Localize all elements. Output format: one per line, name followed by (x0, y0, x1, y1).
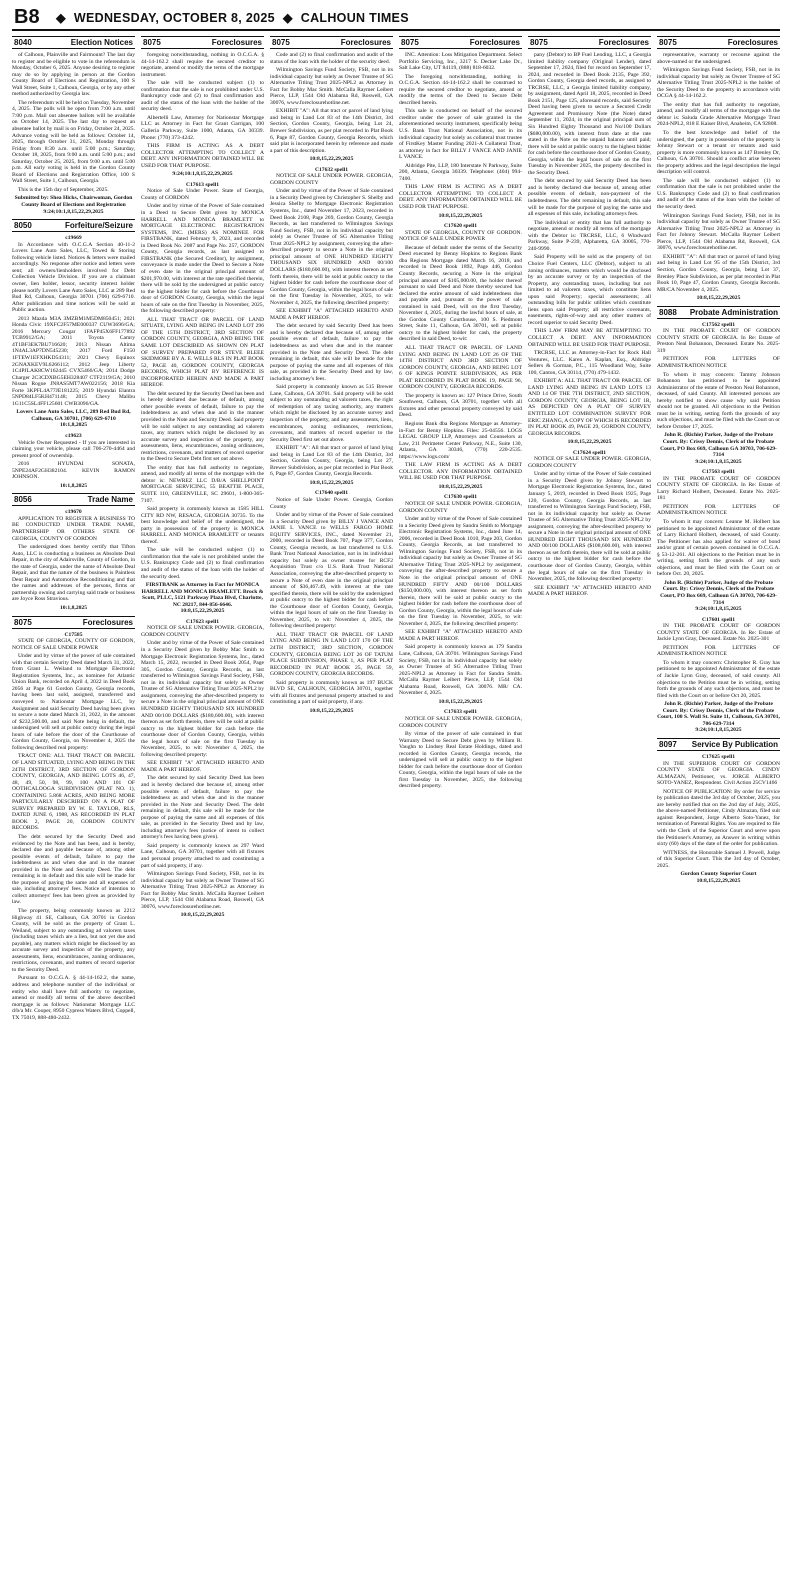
notice-paragraph: SEE EXHIBIT "A" ATTACHED HERETO AND MADE A PART HEREOF. (528, 584, 651, 598)
section-code: 8050 (14, 221, 32, 231)
section-title: Foreclosures (340, 38, 391, 47)
notice-paragraph: IN THE PROBATE COURT OF GORDON COUNTY STATE OF GEORGIA. In Re: Estate of Larry Richard Holbert, Deceased. Estate No. 2025-181 (657, 475, 780, 502)
notice-paragraph: THE LAW FIRM IS ACTING AS A DEBT COLLECTOR. ANY INFORMATION OBTAINED WILL BE USED FOR THAT PURPOSE. (399, 462, 522, 482)
notice-paragraph: The property, being commonly known as 2212 Highway 41 SE, Calhoun, GA 30701 in Gordon County, will be sold as the property of Grant L. Weiland, subject to any outstanding ad valorem taxes (including taxes which are a lien, but not yet due and payable), any matters which might be disclosed by an accurate survey and inspection of the property, any assessments, liens, encumbrances, zoning ordinances, restrictions, covenants, and matters of record superior to the Security Deed. (12, 907, 135, 973)
run-dates: 10:8,15,22,29,2025 (438, 212, 483, 219)
notice-paragraph: TRACT ONE: ALL THAT TRACT OR PARCEL OF LAND SITUATED, LYING AND BEING IN THE 24TH DISTRICT, 3RD SECTION OF GORDON COUNTY, GEORGIA, AND BEING LOTS 46, 47, 48, 49, 50, 98, 99, 100 AND 101 OF OOTHCALOOGA SUBDIVISION (PLAT NO. 1), CONTAINING 5.868 ACRES, AND BEING MORE PARTICULARLY DESCRIBED ON A PLAT OF SURVEY PREPARED BY W. E. TAYLOR, RLS, DATED JUNE 6, 1988, AS RECORDED IN PLAT BOOK 2, PAGE 20, GORDON COUNTY RECORDS. (12, 753, 135, 832)
legal-notice (270, 167, 393, 487)
notice-id: C17624 spell1 (572, 449, 607, 456)
legal-notice (12, 632, 135, 1022)
section-header (657, 36, 780, 49)
run-dates: 9:24;10:1,8,15,2025 (695, 727, 742, 734)
notice-paragraph: Wilmington Savings Fund Society, FSB, not in its individual capacity but solely as Owner Trustee of SG Alternative Titling Trust 2025-NPL2 as Attorney in Fact for Bobby Mac Smith. McCalla Raymer Leibert Pierce, LLP, 1544 Old Alabama Road, Roswell, GA 30076, www.foreclosurehotline.net. (141, 871, 264, 910)
notice-paragraph: NOTICE OF SALE UNDER POWER. GEORGIA, GORDON COUNTY (270, 173, 393, 186)
section-header (12, 493, 135, 506)
run-dates: 10:8,15,22,29,2025 (438, 483, 483, 490)
section-header (528, 36, 651, 49)
notice-paragraph: Under and by virtue of the Power of Sale contained in a Security Deed given by Bobby Mac Smith to Mortgage Electronic Registration Systems, Inc., dated March 15, 2022, recorded in Deed Book 2054, Page 305, Gordon County, Georgia Records, as last transferred to Wilmington Savings Fund Society, FSB, not in its individual capacity but solely as Owner Trustee of SG Alternative Titling Trust 2025-NPL2 by assignment, conveying the after-described property to secure a Note in the original principal amount of ONE HUNDRED EIGHTY THOUSAND SIX HUNDRED AND 00/100 DOLLARS ($180,600.00), with interest thereon as set forth therein, there will be sold at public outcry to the highest bidder for cash before the courthouse door of Gordon County, Georgia, within the legal hours of sale on the first Tuesday in November, 2025, to wit: November 4, 2025, the following described property: (141, 640, 264, 758)
notice-paragraph: To the best knowledge and belief of the undersigned, the party in possession of the property is Johnny Stewart or a tenant or tenants and said property is more commonly known as 147 Brenley Dr, Calhoun, GA 30701. Should a conflict arise between the property address and the legal description the legal description will control. (657, 130, 780, 176)
section-title: Trade Name (87, 495, 133, 505)
run-dates: 10:1,8,2025 (59, 605, 88, 612)
run-dates: 10:8,15,22,29,2025 (180, 608, 225, 615)
notice-paragraph: APPLICATION TO REGISTER A BUSINESS TO BE CONDUCTED UNDER TRADE NAME, PARTNERSHIP OR OTHERS STATE OF GEORGIA, COUNTY OF GORDON (12, 515, 135, 542)
notice-paragraph: EXHIBIT A: ALL THAT TRACT OR PARCEL OF LAND LYING AND BEING IN LAND LOTS 13 AND 14 OF THE 7TH DISTRICT, 2ND SECTION, GORDON COUNTY, GEORGIA, BEING LOT 1R, AS DEPICTED ON A PLAT OF SURVEY ENTITLED LOT COMBINATION SURVEY FOR ERIC ZHANG, A COPY OF WHICH IS RECORDED IN PLAT BOOK 49, PAGE 29, GORDON COUNTY, GEORGIA RECORDS. (528, 378, 651, 437)
notice-paragraph: SEE EXHIBIT "A" ATTACHED HERETO AND MADE A PART HEREOF. (141, 760, 264, 773)
notice-id: c19670 (65, 509, 82, 516)
notice-paragraph: Notice of Sale Under Power. Georgia, Gordon County (270, 497, 393, 510)
notice-id: c19623 (65, 432, 82, 439)
notice-signature: Gordon County Superior Court (680, 871, 757, 878)
notice-paragraph: To whom it may concern: Christopher R. Gray has petitioned to be appointed Administrator of the estate of Jackie Lynn Gray, deceased, of said county. All objections to the Petition must be in writing, setting forth the grounds of any such objections, and must be filed with the Court on or before Oct 20, 2025. (657, 659, 780, 699)
section-code: 8088 (659, 307, 677, 317)
newspaper-name: CALHOUN TIMES (300, 11, 409, 25)
notice-id: C17601 spell1 (701, 616, 736, 623)
header-rule (12, 29, 780, 31)
run-dates: 9:24;10:1,8,15,2025 (695, 606, 742, 613)
column-1 (12, 34, 135, 1574)
section-code: 8075 (272, 38, 290, 47)
notice-paragraph: NOTICE OF SALE UNDER POWER. GEORGIA, GORDON COUNTY (399, 715, 522, 729)
column-2 (141, 34, 264, 1574)
notice-paragraph: IN THE PROBATE COURT OF GORDON COUNTY STATE OF GEORGIA. In Re: Estate of Preston Neal Bohannon, Deceased. Estate No. 2025-319 (657, 328, 780, 354)
section-title: Probate Administration (689, 307, 778, 317)
section-title: Foreclosures (82, 617, 133, 627)
column-4 (399, 34, 522, 1574)
column-5 (528, 34, 651, 1574)
notice-signature: John R. (Richie) Parker, Judge of the Probate Court. By: Crissy Dennis, Clerk of the Probate Court, PO Box 669, Calhoun GA 30703, 706-629-7314 (660, 579, 777, 606)
legal-notice (399, 223, 522, 490)
section-header (399, 36, 522, 49)
notice-paragraph: NOTICE OF SALE UNDER POWER. GEORGIA, GORDON COUNTY (528, 456, 651, 469)
notice-paragraph: IN THE SUPERIOR COURT OF GORDON COUNTY STATE OF GEORGIA. CINDY ALMAZAN, Petitioner, vs. JORGE ALBERTO SOTO-YANEZ, Respondent. Civil Action 25CV1466 (657, 760, 780, 787)
notice-paragraph: NOTICE OF SALE UNDER POWER. GEORGIA, GORDON COUNTY (141, 625, 264, 638)
section-title: Service By Publication (691, 739, 778, 749)
run-dates: 9:24;10:1,8,15,22,29,2025 (172, 171, 233, 178)
dateline (52, 10, 413, 25)
legal-notice (399, 494, 522, 705)
legal-notice (657, 617, 780, 734)
notice-paragraph: SEE EXHIBIT "A" ATTACHED HERETO AND MADE A PART HEREOF. (399, 629, 522, 642)
notice-paragraph: EXHIBIT "A": All that tract or parcel of land lying and being in Land Lot 83 of the 14th District, 3rd Section, Gordon County, Georgia, being Lot 27, Brewer Subdivision, as per plat recorded in Plat Book 6, Page 87, Gordon County, Georgia Records. (270, 445, 393, 478)
legal-notice (270, 52, 393, 163)
notice-paragraph: THIS LAW FIRM IS ACTING AS A DEBT COLLECTOR ATTEMPTING TO COLLECT A DEBT. ANY INFORMATION OBTAINED WILL BE USED FOR THAT PURPOSE. (399, 184, 522, 211)
notice-paragraph: THIS FIRM IS ACTING AS A DEBT COLLECTOR ATTEMPTING TO COLLECT A DEBT. ANY INFORMATION OBTAINED WILL BE USED FOR THAT PURPOSE. (141, 143, 264, 169)
notice-paragraph: 2016 HYUNDAI SONATA, 5NPE24AF2GH382104. KEVIN RAMON JOHNSON. (12, 461, 135, 481)
notice-id: C17632 spell1 (314, 166, 349, 173)
notice-paragraph: The debt secured by said Security Deed has been and is hereby declared due because of, among other possible events of default, non-payment of the indebtedness. The debt remaining in default, this sale will be made for the purpose of paying the same and all expenses of this sale, including attorneys fees. (528, 178, 651, 218)
notice-paragraph: EXHIBIT "A": All that tract or parcel of land lying and being in Land Lot 95 of the 15th District, 3rd Section, Gordon County, Georgia, being Lot 37, Brenley Place Subdivision, as per plat recorded in Plat Book 10, Page 47, Gordon County, Georgia Records. MR/CA November 4, 2025. (657, 253, 780, 293)
notice-paragraph: of Calhoun, Plainville and Fairmount? The last day to register and be eligible to vote in the referendum is Monday, October 6, 2025. Anyone desiring to register may do so by applying in person at the Gordon County Board of Elections and Registration, 100 S Wall Street, Suite 1, Calhoun, Georgia, or by any other method authorized by Georgia law. (12, 52, 135, 98)
notice-paragraph: The debt secured by said Security Deed has been and is hereby declared due because of, among other possible events of default, failure to pay the indebtedness as and when due and in the manner provided in the Note and Security Deed. The debt remaining in default, this sale will be made for the purpose of paying the same and all expenses of this sale, as provided in the Security Deed and by law, including attorney's fees (notice of intent to collect attorney's fees having been given). (141, 775, 264, 841)
notice-paragraph: The sale will be conducted subject (1) to confirmation that the sale is not prohibited under the U.S. Bankruptcy Code and (2) to final confirmation and audit of the status of the loan with the holder of the security deed. (141, 547, 264, 580)
notice-paragraph: The entity that has full authority to negotiate, amend, and modify all terms of the mortgage with the debtor is: NEWREZ LLC D/B/A SHELLPOINT MORTGAGE SERVICING, 55 BEATTIE PLACE, SUITE 110, GREENVILLE, SC 29601, 1-800-365-7107. (141, 464, 264, 504)
run-dates: 9:24;10:1,8,15,22,29,2025 (43, 208, 104, 215)
notice-paragraph: Under and by virtue of the Power of Sale contained in a Security Deed given by Christopher S. Shelby and Jessica Shelby to Mortgage Electronic Registration Systems, Inc., dated November 17, 2023, recorded in Deed Book 2108, Page 269, Gordon County, Georgia Records, as last transferred to Wilmington Savings Fund Society, FSB, not in its individual capacity but solely as Owner Trustee of SG Alternative Titling Trust 2025-NPL2 by assignment, conveying the after-described property to secure a Note in the original principal amount of ONE HUNDRED EIGHTY THOUSAND SIX HUNDRED AND 00/100 DOLLARS ($180,600.00), with interest thereon as set forth therein, there will be sold at public outcry to the highest bidder for cash before the courthouse door of Gordon County, Georgia, within the legal hours of sale on the first Tuesday in November, 2025, to wit: November 4, 2025, the following described property: (270, 188, 393, 306)
notice-paragraph: WITNESS, the Honorable Samuel J. Powell, Judge of this Superior Court. This the 3rd day of October, 2025. (657, 849, 780, 869)
run-dates: 9:24;10:1,8,15,2025 (695, 458, 742, 465)
legal-notice (528, 52, 651, 446)
section-title: Foreclosures (727, 38, 778, 47)
section-header (657, 306, 780, 319)
notice-paragraph: ALL THAT TRACT OR PARCEL OF LAND LYING AND BEING IN LAND LOT 170 OF THE 24TH DISTRICT, 3RD SECTION, GORDON COUNTY, GEORGIA BEING LOT 26 OF TATUM PLACE SUBDIVISION, PHASE 1, AS PER PLAT RECORDED IN PLAT BOOK 25, PAGE 59, GORDON COUNTY, GEORGIA RECORDS. (270, 631, 393, 678)
notice-id: C17585 (64, 631, 83, 638)
section-code: 8075 (14, 617, 32, 627)
notice-paragraph: 2013 Mazda M3A 3MZBM1M5DM850451; 2021 Honda Civic 19XFC2F57ME000337 CUW3696/GA; 2016 Mercury Cougar 1FAFP45X6FF177892 TCB9912/GA; 2011 Toyota Camry 4T1BF3EK7BU716620; 2013 Nissan Altima 1N4AL3AP7DN545230; 2017 Ford F150 1FTEW1EFXHKD54311; 2021 Chevy Equinox 2GNAXKEV9L6266112; 2012 Jeep Liberty 1C4PJLAK8CW162445 CVX5466/GA; 2014 Dodge Charger 2C3CDXBG5EH328407 CTF2119/GA; 2010 Nissan Rogue JN8AS5MT7AW022156; 2018 Kia Forte 3KPFL4A77JE181225; 2019 Hyundai Elantra 5NPD84LF5KH471148; 2015 Chevy Malibu 1G11C5SL4FF125601 CWB3096/GA. (12, 315, 135, 407)
section-code: 8075 (401, 38, 419, 47)
notice-id: c19669 (65, 235, 82, 242)
section-code: 8075 (530, 38, 548, 47)
legal-notice (399, 709, 522, 790)
notice-paragraph: Under and by virtue of the Power of Sale contained in a Security Deed given by Sandra Smith to Mortgage Electronic Registration Systems, Inc., dated June 14, 2006, recorded in Deed Book 1010, Page 203, Gordon County, Georgia Records, as last transferred to Wilmington Savings Fund Society, FSB, not in its individual capacity but solely as Owner Trustee of SG Alternative Titling Trust 2025-NPL2 by assignment, conveying the after-described property to secure a Note in the original principal amount of ONE HUNDRED FIFTY AND 00/100 DOLLARS ($150,000.00), with interest thereon as set forth therein, there will be sold at public outcry to the highest bidder for cash before the courthouse door of Gordon County, Georgia, within the legal hours of sale on the first Tuesday in November, 2025, to wit: November 4, 2025, the following described property: (399, 516, 522, 627)
notice-paragraph: The debt secured by said Security Deed has been and is hereby declared due because of, among other possible events of default, failure to pay the indebtedness as and when due and in the manner provided in the Note and Security Deed. The debt remaining in default, this sale will be made for the purpose of paying the same and all expenses of this sale, as provided in the Security Deed and by law, including attorney's fees. (270, 323, 393, 382)
notice-paragraph: Wilmington Savings Fund Society, FSB, not in its individual capacity but solely as Owner Trustee of SG Alternative Titling Trust 2025-NPL2 is the holder of the Security Deed to the property in accordance with OCGA § 44-14-162.2. (657, 67, 780, 100)
legal-notice (657, 322, 780, 465)
run-dates: 10:8,15,22,29,2025 (309, 156, 354, 163)
notice-paragraph: In Accordance with O.C.G.A Section 40-11-2 Lovers Lane Auto Sales, LLC, Towed & Storing following vehicle listed. Notices & letters were mailed accordingly. No response after notice and letters were sent; all owners/lienholders involved for Debt Collection Vehicle Division. If you are a claimant owner, lien holder, lessor, security interest holder please notify Lovers Lane Auto Sales, LLC at 289 Red Bud Rd, Calhoun, Georgia 30701 (706) 629-6710. After publication and time notices will be sold at Public auction. (12, 241, 135, 314)
legal-notice (399, 52, 522, 219)
section-code: 8075 (143, 38, 161, 47)
notice-paragraph: To whom it may concern: Leanne M. Holbert has petitioned to be appointed Administrator of the estate of Larry Richard Holbert, deceased, of said County. The Petitioner has also applied for waiver of bond and/or grant of certain powers contained in O.C.G.A. § 53-12-261. All objections to the Petition must be in writing, setting forth the grounds of any such objections, and must be filed with the Court on or before Oct. 20, 2025. (657, 519, 780, 578)
section-header (12, 219, 135, 232)
issue-date: WEDNESDAY, OCTOBER 8, 2025 (73, 11, 275, 25)
run-dates: 10:8,15,22,29,2025 (696, 877, 741, 884)
notice-paragraph: PETITION FOR LETTERS OF ADMINISTRATION NOTICE (657, 644, 780, 658)
notice-signature: Lovers Lane Auto Sales, LLC, 289 Red Bud Rd, Calhoun, GA 30701, (706) 629-6710 (16, 409, 131, 422)
notice-paragraph: Under and by virtue of the Power of Sale contained in a Security Deed given by BILLY J VANCE AND JANIE L VANCE to WELLS FARGO HOME EQUITY SERVICES, INC., dated November 21, 2000, recorded in Deed Book 707, Page 377, Gordon County, Georgia records, as last transferred to U.S. Bank Trust National Association, not in its individual capacity but solely as owner trustee for RCF2 Acquisition Trust c/o U.S. Bank Trust National Association, conveying the after-described property to secure a Note of even date in the original principal amount of $36,467.49, with interest at the rate specified therein, there will be sold by the undersigned at public outcry to the highest bidder for cash before the Courthouse door of Gordon County, Georgia, within the legal hours of sale on the first Tuesday in November, 2025, to wit: November 4, 2025, the following described property: (270, 512, 393, 630)
section-header (657, 738, 780, 751)
section-title: Election Notices (70, 38, 133, 47)
run-dates: 10:8,15,22,29,2025 (696, 295, 741, 302)
notice-paragraph: The entity that has full authority to negotiate, amend, and modify all terms of the mortgage with the debtor is: Saluda Grade Alternative Mortgage Trust 2024-NPL2, 818 E Kaiser Blvd, Anaheim, CA 92808. (657, 101, 780, 128)
notice-paragraph: Said Property will be sold as the property of 1st Choice Fuel Centers, LLC (Debtor), subject to all zoning ordinances, matters which would be disclosed by an accurate survey or by an inspection of the Property, any outstanding taxes, including but not limited to ad valorem taxes, which constitute liens upon said Property; special assessments; all outstanding bills for public utilities which constitute liens upon said Property; all restrictive covenants, easements, rights-of-way and any other matters of record superior to said Security Deed. (528, 254, 651, 326)
page-header (0, 0, 792, 34)
notice-paragraph: PETITION FOR LETTERS OF ADMINISTRATION NOTICE (657, 503, 780, 517)
notice-paragraph: pany (Debtor) to BP Fuel Lending, LLC, a Georgia limited liability company (Original Lender), dated September 17, 2024, filed for record on September 17, 2024, and recorded in Deed Book 2135, Page 392, Gordon County, Georgia deed records, as assigned to TRCRSE, LLC, a Georgia limited liability company, by assignment, dated April 18, 2025, recorded in Deed Book 2151, Page 125, aforesaid records, said Security Deed having been given to secure a Secured Credit Agreement and Promissory Note (the Note) dated September 11, 2024, in the original principal sum of Six Hundred Eighty Thousand and No/100 Dollars ($680,000.00), with interest from date at the rate stated in the Note on the unpaid balance until paid; there will be sold at public outcry to the highest bidder for cash before the courthouse door of Gordon County, Georgia, within the legal hours of sale on the first Tuesday in November 2025, the property described in the Security Deed. (528, 52, 651, 176)
notice-paragraph: NOTICE OF PUBLICATION: By order for service by publication dated the 3rd day of October, 2025, you are hereby notified that on the 2nd day of July, 2025, the above-named Petitioner, Cindy Almazan, filed suit against Respondent, Jorge Alberto Soto-Yanez, for termination of Parental Rights. You are required to file with the Clerk of the Superior Court and serve upon the Petitioner's Attorney, an Answer in writing within sixty (60) days of the date of the order for publication. (657, 788, 780, 848)
notice-paragraph: foregoing notwithstanding, nothing in O.C.G.A. § 44-14-162.2 shall require the secured creditor to negotiate, amend or modify the terms of the mortgage instrument. (141, 52, 264, 78)
notice-paragraph: IN THE PROBATE COURT OF GORDON COUNTY STATE OF GEORGIA. In Re: Estate of Jackie Lynn Gray, Deceased. Estate No. 2025-301 (657, 623, 780, 643)
notice-signature: FIRSTBANK as Attorney in Fact for MONICA HARRELL AND MONICA BRAMLETT. Brock & Scott, PLLC, 5121 Parkway Plaza Blvd, Charlotte, NC 28217, 844-856-6646. (141, 582, 264, 608)
notice-paragraph: The property is known as: 127 Prince Drive, South Southwest, Calhoun, GA 30701, together with all fixtures and other personal property conveyed by said Deed. (399, 392, 522, 419)
legal-notice (270, 490, 393, 714)
run-dates: 10:1,8,2025 (59, 422, 88, 429)
notice-paragraph: The debt secured by the Security Deed and evidenced by the Note and has been, and is hereby, declared due and payable because of, among other possible events of default, failure to pay the indebtedness as and when due and in the manner provided in the Note and Security Deed. The debt remaining is in default and this sale will be made for the purpose of paying the same and all expenses of sale, including attorneys' fees. Notice of intention to collect attorneys' fees has been given as provided by law. (12, 833, 135, 906)
notice-paragraph: Because of default under the terms of the Security Deed executed by Benny Hopkins to Regions Bank dba Regions Mortgage dated March 16, 2018, and recorded in Deed Book 1892, Page 446, Gordon County Records, securing a Note in the original principal amount of $105,000.00, the holder thereof pursuant to said Deed and Note thereby secured has declared the entire amount of said indebtedness due and payable and, pursuant to the power of sale contained in said Deed, will on the first Tuesday, November 4, 2025, during the lawful hours of sale, at the Gordon County Courthouse, 100 S. Piedmont Street, Suite 11, Calhoun, GA 30701, sell at public outcry to the highest bidder for cash, the property described in said Deed, to-wit: (399, 244, 522, 343)
section-code: 8056 (14, 495, 32, 505)
notice-paragraph: Said property is commonly known as 197 BUCK BLVD SE, CALHOUN, GEORGIA 30701, together with all fixtures and personal property attached to and constituting a part of said property, if any. (270, 679, 393, 706)
notice-paragraph: ALL THAT TRACT OR PARCEL OF LAND LYING AND BEING IN LAND LOT 26 OF THE 14TH DISTRICT AND 3RD SECTION OF GORDON COUNTY, GEORGIA, AND BEING LOT 6 OF KINGS POINTE SUBDIVISION, AS PER PLAT RECORDED IN PLAT BOOK 19, PAGE 96, GORDON COUNTY, GEORGIA RECORDS. (399, 344, 522, 391)
notice-paragraph: Said property is commonly known as 179 Sandra Lane, Calhoun, GA 30701. Wilmington Savings Fund Society, FSB, not in its individual capacity but solely as Owner Trustee of SG Alternative Titling Trust 2025-NPL2 as Attorney in Fact for Sandra Smith. McCalla Raymer Leibert Pierce, LLP, 1544 Old Alabama Road, Roswell, GA 30076. MR/ CA. November 4, 2025. (399, 644, 522, 697)
legal-notice (657, 754, 780, 884)
section-title: Foreclosures (469, 38, 520, 47)
notice-paragraph: representative, warranty or recourse against the above-named or the undersigned. (657, 52, 780, 65)
section-title: Foreclosures (598, 38, 649, 47)
notice-paragraph: The sale will be conducted subject (1) to confirmation that the sale is not prohibited under the U.S. Bankruptcy Code and (2) to final confirmation and audit of the status of the loan with the holder of the security deed. (657, 177, 780, 211)
section-title: Foreclosures (211, 38, 262, 47)
legal-notice (141, 52, 264, 178)
notice-signature: John R. (Richie) Parker, Judge of the Probate Court. By: Crissy Dennis, Clerk of the Probate Court, 100 S. Wall St. Suite 11, Calhoun, GA 30701, 706-629-7314 (657, 701, 780, 727)
notice-paragraph: The referendum will be held on Tuesday, November 4, 2025. The polls will be open from 7:00 a.m. until 7:00 p.m. Mail out absentee ballots will be available on October 14, 2025. The last day to request an absentee ballot by mail is on Friday, October 24, 2025. Advance voting will be held as follows: October 14, 2025, through October 31, 2025, Monday through Friday from 8:30 a.m. until 5:00 p.m.; Saturday, October 18, 2025, from 9:00 a.m. until 5:00 p.m.; and Saturday, October 25, 2025, from 9:00 a.m. until 5:00 p.m. All early voting is held in the Gordon County Board of Elections and Registration Office, 100 S Wall Street, Suite 1, Calhoun, Georgia. (12, 99, 135, 185)
notice-paragraph: The foregoing notwithstanding, nothing in O.C.G.A. Section 44-14-162.2 shall be construed to require the secured creditor to negotiate, amend or modify the terms of the Deed to Secure Debt described herein. (399, 73, 522, 106)
notice-paragraph: STATE OF GEORGIA, COUNTY OF GORDON, NOTICE OF SALE UNDER POWER (12, 638, 135, 651)
run-dates: 10:8,15,22,29,2025 (438, 698, 483, 705)
notice-signature: John R. (Richie) Parker, Judge of the Probate Court. By: Crissy Dennis, Clerk of the Probate Court, PO Box 669, Calhoun GA 30703, 706-629-7314 (660, 432, 777, 459)
run-dates: 10:8,15,22,29,2025 (567, 439, 612, 446)
notice-paragraph: Said property is commonly known as 1585 HILL CITY RD NW, RESACA, GEORGIA 30735. To the best knowledge and belief of the undersigned, the party in possession of the property is MONICA HARRELL AND MONICA BRAMLETT or tenants thereof. (141, 506, 264, 545)
legal-notice (12, 52, 135, 215)
notice-paragraph: To whom it may concern: Tammy Johnson Bohannon has petitioned to be appointed Administrator of the estate of Preston Neal Bohannon, deceased, of said County. All interested persons are hereby notified to show cause why said Petition should not be granted. All objections to the Petition must be in writing, setting forth the grounds of any such objections, and must be filed with the Court on or before October 17, 2025. (657, 371, 780, 430)
notice-paragraph: Regions Bank dba Regions Mortgage as Attorney-in-Fact for Benny Hopkins. Files: 25-04556. LOGS LEGAL GROUP LLP, Attorneys and Counselors at Law, 211 Perimeter Center Parkway, N.E., Suite 130, Atlanta, GA 30346, (770) 220-2535. https://www.logs.com/ (399, 420, 522, 460)
legal-notice (528, 450, 651, 598)
section-header (270, 36, 393, 49)
run-dates: 10:8,15,22,29,2025 (180, 912, 225, 919)
notice-paragraph: ALL THAT TRACT OR PARCEL OF LAND SITUATE, LYING AND BEING IN LAND LOT 296 OF THE 15TH DISTRICT, 3RD SECTION OF GORDON COUNTY, GEORGIA, AND BEING THE SAME LOT DESCRIBED AS SHOWN ON PLAT OF SURVEY PREPARED FOR STEVE BLEEE SKIDMORE BY A. E. WELLS RLS IN PLAT BOOK 52, PAGE 40, GORDON COUNTY, GEORGIA RECORDS, WHICH PLAT BY REFERENCE IS INCORPORATED HEREIN AND MADE A PART HEREOF. (141, 316, 264, 389)
run-dates: 10:1,8,2025 (59, 482, 88, 489)
notice-paragraph: Vehicle Owner Requested - If you are interested in claiming your vehicle, please call 706-270-4464 and present proof of ownership. (12, 439, 135, 459)
section-code: 8097 (659, 739, 677, 749)
column-3 (270, 34, 393, 1574)
notice-paragraph: Aldridge Pite, LLP, 180 Interstate N Parkway, Suite 200, Atlanta, Georgia 30339. Telephone: (404) 994-7400. (399, 162, 522, 182)
notice-paragraph: Wilmington Savings Fund Society, FSB, not in its individual capacity but solely as Owner Trustee of SG Alternative Titling Trust 2025-NPL2 as Attorney in Fact for Johnny Stewart. McCalla Raymer Leibert Pierce, LLP, 1544 Old Alabama Rd, Roswell, GA 30076, www.foreclosurehotline.net. (657, 212, 780, 252)
notice-id: C17633 spell1 (443, 709, 478, 716)
legal-notice (12, 235, 135, 429)
section-title: Forfeiture/Seizure (64, 221, 133, 231)
notice-id: C17563 spell1 (701, 469, 736, 476)
run-dates: 10:8,15,22,29,2025 (309, 707, 354, 714)
notice-paragraph: Said property is commonly known as 515 Brewer Lane, Calhoun, GA 30701. Said property will be sold subject to any outstanding ad valorem taxes, the right of redemption of any taxing authority, any matters which might be disclosed by an accurate survey and inspection of the property, and any assessments, liens, encumbrances, zoning ordinances, restrictions, covenants, and matters of record superior to the Security Deed first set out above. (270, 384, 393, 443)
legal-notice (141, 182, 264, 615)
notice-paragraph: EXHIBIT "A": All that tract or parcel of land lying and being in Land Lot 83 of the 14th District, 3rd Section, Gordon County, Georgia, being Lot 24, Brewer Subdivision, as per plat recorded in Plat Book 6, Page 87, Gordon County, Georgia Records, which said plat is incorporated herein by reference and made a part of this description. (270, 108, 393, 154)
notice-paragraph: The sale will be conducted subject (1) to confirmation that the sale is not prohibited under U.S. Bankruptcy code and (2) to final confirmation and audit of the status of the loan with the holder of the security deed. (141, 80, 264, 113)
notice-paragraph: Under and by virtue of the Power of Sale contained in a Security Deed given by Johnny Stewart to Mortgage Electronic Registration Systems, Inc., dated January 5, 2019, recorded in Deed Book 1925, Page 120, Gordon County, Georgia Records, as last transferred to Wilmington Savings Fund Society, FSB, not in its individual capacity but solely as Owner Trustee of SG Alternative Titling Trust 2025-NPL2 by assignment, conveying the after-described property to secure a Note in the original principal amount of ONE HUNDRED EIGHT THOUSAND SIX HUNDRED AND 00/100 DOLLARS ($108,600.00), with interest thereon as set forth therein, there will be sold at public outcry to the highest bidder for cash before the courthouse door of Gordon County, Georgia, within the legal hours of sale on the first Tuesday in November, 2025, the following described property: (528, 471, 651, 583)
notice-id: C17630 spell1 (443, 494, 478, 501)
notice-paragraph: Pursuant to O.C.G.A. § 44-14-162.2, the name, address and telephone number of the individual or entity who shall have full authority to negotiate, amend or modify all terms of the above described mortgage is as follows: Nationstar Mortgage LLC d/b/a Mr. Cooper, 8950 Cypress Waters Blvd, Coppell, TX 75019, 888-480-2432. (12, 975, 135, 1021)
diamond-icon: ◆ (56, 11, 66, 25)
legal-notice (141, 619, 264, 919)
notice-paragraph: TRCRSE, LLC as Attorney-in-Fact for Rock Hall Ventures, LLC. Karen A. Kaplan, Esq., Aldridge Sellers & Gorman, P.C., 115 Woodland Way, Suite 100, Canton, GA 30114, (770) 479-1432. (528, 350, 651, 376)
legal-notice (657, 469, 780, 612)
notice-id: C17640 spell1 (314, 490, 349, 497)
notice-paragraph: Code and (2) to final confirmation and audit of the status of the loan with the holder of the security deed. (270, 52, 393, 65)
section-header (12, 36, 135, 49)
section-code: 8040 (14, 38, 32, 47)
notice-paragraph: Notice of Sale Under Power. State of Georgia, County of GORDON (141, 188, 264, 201)
notice-paragraph: By virtue of the power of sale contained in that Warranty Deed to Secure Debt given by William R. Vaughn to Lindsey Real Estate Holdings, dated and recorded in Gordon County, Georgia records, the undersigned will sell at public outcry to the highest bidder for cash before the courthouse door of Gordon County, Georgia, within the legal hours of sale on the first Tuesday in November, 2025, the following described property. (399, 731, 522, 790)
diamond-icon: ◆ (282, 11, 293, 25)
notice-paragraph: INC. Attention: Loss Mitigation Department. Select Portfolio Servicing, Inc., 3217 S. Decker Lake Dr., Salt Lake City, UT 84119, (888) 818-6032. (399, 52, 522, 72)
notice-paragraph: This is the 15th day of September, 2025. (18, 186, 109, 193)
notice-paragraph: Albertelli Law, Attorney for Nationstar Mortgage LLC as Attorney in Fact for Grant Garrigan, 100 Galleria Parkway, Suite 1000, Atlanta, GA 30339. Phone: (770) 373-4242. (141, 114, 264, 141)
notice-paragraph: The debt secured by the Security Deed has been and is hereby declared due because of default, among other possible events of default, failure to pay the indebtedness as and when due and in the manner provided in the Note and Security Deed. Said property will be sold subject to any outstanding ad valorem taxes, any matters which might be disclosed by an accurate survey and inspection of the property, any assessments, liens, encumbrances, zoning ordinances, restrictions, covenants, and matters of record superior to the Deed to Secure Debt first set out above. (141, 390, 264, 463)
notice-id: C17625 spell1 (701, 753, 736, 760)
notice-paragraph: STATE OF GEORGIA, COUNTY OF GORDON. NOTICE OF SALE UNDER POWER (399, 229, 522, 243)
notice-paragraph: NOTICE OF SALE UNDER POWER. GEORGIA, GORDON COUNTY (399, 501, 522, 514)
section-code: 8075 (659, 38, 677, 47)
section-header (141, 36, 264, 49)
notice-paragraph: PETITION FOR LETTERS OF ADMINISTRATION NOTICE (657, 356, 780, 369)
section-header (12, 616, 135, 629)
notice-paragraph: Under and by virtue of the power of sale contained with that certain Security Deed dated March 31, 2022, from Grant L. Weiland to Mortgage Electronic Registration Systems, Inc., as nominee for Atlantic Union Bank, recorded on April 4, 2022 in Deed Book 2056 at Page 61 Gordon County, Georgia records, having been last sold, assigned, transferred and conveyed to Nationstar Mortgage LLC, by Assignment and said Security Deed having been given to secure a note dated March 31, 2022, in the amount of $232,500.00, and said Note being in default, the undersigned will sell at public outcry during the legal hours of sale before the door of the Courthouse of Gordon County, Georgia, on November 4, 2025 the following described real property: (12, 653, 135, 751)
legal-notice (12, 433, 135, 489)
legal-notice (657, 52, 780, 302)
notice-id: C17623 spell1 (185, 618, 220, 625)
notice-paragraph: The individual or entity that has full authority to negotiate, amend or modify all terms of the mortgage with the Debtor is: TRCRSE, LLC, 6 Windward Parkway, Suite P-239, Alpharetta, GA 30005, 770-240-9990. (528, 219, 651, 252)
notice-paragraph: SEE EXHIBIT "A" ATTACHED HERETO AND MADE A PART HEREOF. (270, 308, 393, 321)
notice-paragraph: This sale is conducted on behalf of the secured creditor under the power of sale granted in the aforementioned security instrument, specifically being U.S. Bank Trust National Association, not in its individual capacity but solely as collateral trust trustee of FirstKey Master Funding 2021-A Collateral Trust, as attorney in fact for BILLY J VANCE AND JANIE L VANCE. (399, 108, 522, 161)
column-6 (657, 34, 780, 1574)
notice-paragraph: THIS LAW FIRM MAY BE ATTEMPTING TO COLLECT A DEBT. ANY INFORMATION OBTAINED WILL BE USED FOR THAT PURPOSE. (528, 328, 651, 348)
notice-id: C17620 spell1 (443, 223, 478, 230)
notice-id: C17613 spell1 (185, 181, 220, 188)
notice-paragraph: Said property is commonly known as 297 Ward Lane, Calhoun, GA 30701, together with all fixtures and personal property attached to and constituting a part of said property, if any. (141, 842, 264, 869)
run-dates: 10:8,15,22,29,2025 (309, 479, 354, 486)
notice-id: C17562 spell1 (701, 321, 736, 328)
notice-paragraph: Under and by virtue of the Power of Sale contained in a Deed to Secure Debt given by MONICA HARRELL AND MONICA BRAMLETT to MORTGAGE ELECTRONIC REGISTRATION SYSTEMS, INC. (MERS) AS NOMINEE FOR FIRSTBANK, dated February 9, 2023, and recorded in Deed Book No. 2087 and Page No. 257, GORDON County, Georgia records, as last assigned to FIRSTBANK (the Secured Creditor), by assignment, conveyance is made under the Deed to Secure a Note of even date in the original principal amount of $201,970.00, with interest at the rate specified therein, there will be sold by the undersigned at public outcry to the highest bidder for cash before the Courthouse door of GORDON County, Georgia, within the legal hours of sale on the first Tuesday in November, 2025, the following described property: (141, 203, 264, 315)
page-number: B8 (14, 6, 40, 28)
notice-paragraph: The undersigned does hereby certify that Tifton Auto, LLC is conducting a business as Absolute Deal Repair, in the city of Adairsville, County of Gordon, in the state of Georgia, under the name of Absolute Deal Repair, and that the nature of the business is Paintless Dent Repair and Automotive Reconditioning and that the names and addresses of the persons, firms or partnership owning and carrying said trade or business are Joyce Ross Stravious. (12, 544, 135, 603)
notice-signature: Submitted by: Shea Hicks, Chairwoman, Gordon County Board of Elections and Registration (14, 195, 133, 209)
legal-notices-columns (12, 34, 780, 1574)
legal-notice (12, 509, 135, 611)
notice-paragraph: Wilmington Savings Fund Society, FSB, not in its individual capacity but solely as Owner Trustee of SG Alternative Titling Trust 2025-NPL2 as Attorney in Fact for Bobby Mac Smith. McCalla Raymer Leibert Pierce, LLP, 1544 Old Alabama Rd, Roswell, GA 30076, www.foreclosurehotline.net. (270, 67, 393, 106)
